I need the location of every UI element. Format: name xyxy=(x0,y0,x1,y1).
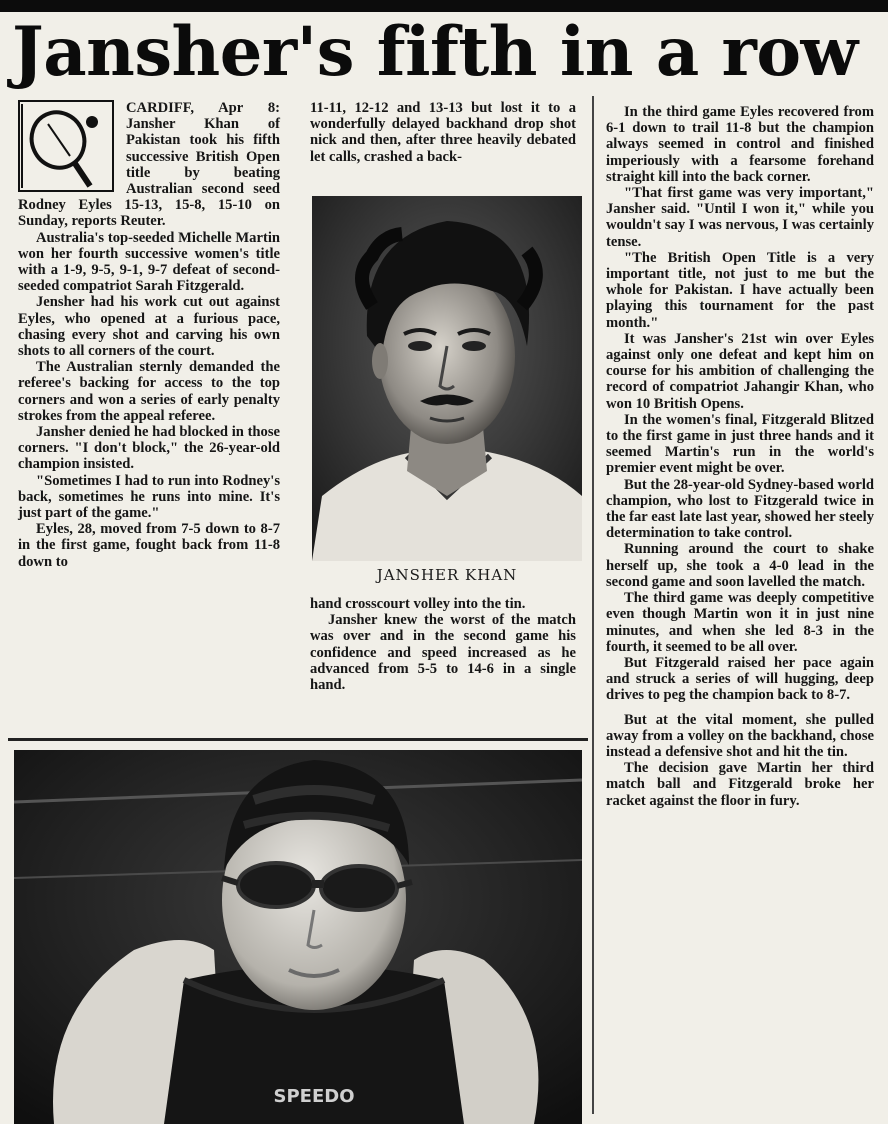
photo-caption: JANSHER KHAN xyxy=(376,566,518,584)
paragraph: Eyles, 28, moved from 7-5 down to 8-7 in the first game, fought back from 11-8 down to xyxy=(18,521,280,570)
photo-jansher-khan xyxy=(312,196,582,561)
column-rule xyxy=(592,96,594,1114)
headline: Jansher's fifth in a row xyxy=(12,12,858,91)
paragraph: "The British Open Title is a very important title, not just to me but the whole for Pakistan. I have actually been playing this tournament for the past month." xyxy=(606,249,874,331)
paragraph: Australia's top-seeded Michelle Martin won her fourth successive women's title with a 1-9, 9-5, 9-1, 9-7 defeat of second-seeded compatriot Sarah Fitzgerald. xyxy=(18,229,280,295)
horizontal-rule xyxy=(8,738,588,741)
paragraph: "Sometimes I had to run into Rodney's back, sometimes he runs into mine. It's just part of the game." xyxy=(18,472,280,522)
shirt-logo-text: SPEEDO xyxy=(273,1086,355,1107)
paragraph: But Fitzgerald raised her pace again and struck a series of will hugging, deep drives to peg the champion back to 8-7. xyxy=(606,654,874,704)
photo-player-goggles xyxy=(14,750,582,1124)
paragraph: Jansher denied he had blocked in those corners. "I don't block," the 26-year-old champion insisted. xyxy=(18,424,280,473)
paragraph: Running around the court to shake herself up, she took a 4-0 lead in the second game and soon lavelled the match. xyxy=(606,541,874,590)
dateline: CARDIFF, Apr 8: xyxy=(126,100,280,116)
paragraph: The decision gave Martin her third match ball and Fitzgerald broke her racket against the floor in fury. xyxy=(606,760,874,809)
paragraph: Jansher Khan of Pakistan took his fifth successive British Open title by beating Australian second seed Rodney Eyles 15-13, 15-8, 15-10 on Sunday, reports Reuter. xyxy=(18,116,280,230)
squash-racket-logo-icon xyxy=(18,100,114,192)
article-column-2-top xyxy=(310,100,576,165)
paragraph: The third game was deeply competitive even though Martin won it in just nine minutes, and when she led 8-3 in the fourth, it seemed to be all over. xyxy=(606,590,874,655)
paragraph: 11-11, 12-12 and 13-13 but lost it to a wonderfully delayed backhand drop shot nick and then, after three heavily debated let calls, crashed a back- xyxy=(310,100,576,165)
paragraph: But the 28-year-old Sydney-based world champion, who lost to Fitzgerald twice in the far east late last year, showed her steely determination to take control. xyxy=(606,476,874,542)
article-column-2-bottom xyxy=(310,596,576,693)
article-column-3 xyxy=(606,104,874,809)
paragraph: It was Jansher's 21st win over Eyles against only one defeat and kept him on course for his ambition of challenging the record of compatriot Jahangir Khan, who won 10 British Opens. xyxy=(606,330,874,412)
paragraph: Jensher had his work cut out against Eyles, who opened at a furious pace, chasing every shot and carving his own shots to all corners of the court. xyxy=(18,294,280,360)
paragraph: Jansher knew the worst of the match was over and in the second game his confidence and speed increased as he advanced from 5-5 to 14-6 in a single hand. xyxy=(310,612,576,694)
paragraph: In the third game Eyles recovered from 6-1 down to trail 11-8 but the champion always seemed in control and finished imperiously with a fearsome forehand straight kill into the back corner. xyxy=(606,104,874,185)
article-column-1 xyxy=(18,100,280,570)
paragraph: hand crosscourt volley into the tin. xyxy=(310,596,526,612)
paragraph-gap xyxy=(606,704,874,712)
paragraph: The Australian sternly demanded the referee's backing for access to the top corners and won a series of early penalty strokes from the appeal referee. xyxy=(18,359,280,424)
paragraph: In the women's final, Fitzgerald Blitzed to the first game in just three hands and it seemed Martin's run in the world's premier event might be over. xyxy=(606,411,874,477)
paragraph: "That first game was very important," Jansher said. "Until I won it," while you wouldn't say I was nervous, I was certainly tense. xyxy=(606,185,874,250)
paragraph: But at the vital moment, she pulled away from a volley on the backhand, chose instead a defensive shot and hit the tin. xyxy=(606,711,874,760)
